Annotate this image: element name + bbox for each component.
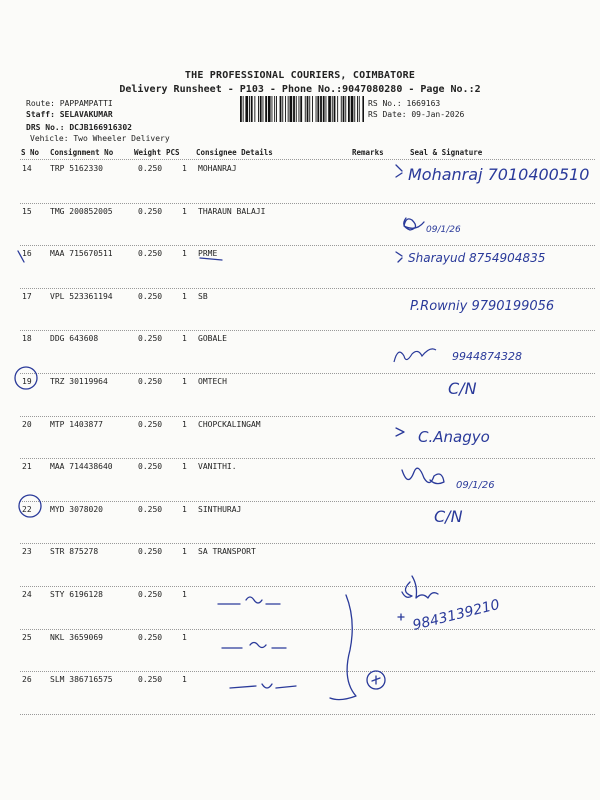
runsheet-subtitle: Delivery Runsheet - P103 - Phone No.:9047080280 - Page No.:2 xyxy=(119,84,481,95)
row-consignment-no: TRP 5162330 xyxy=(50,164,103,173)
row-pcs: 1 xyxy=(182,334,187,344)
table-row xyxy=(0,162,600,202)
table-row xyxy=(0,588,600,628)
handwritten-date-row21: 09/1/26 xyxy=(456,480,495,491)
row-pcs: 1 xyxy=(182,419,187,429)
handwritten-date-row15: 09/1/26 xyxy=(426,225,461,235)
row-consignee: PRME xyxy=(198,249,218,259)
row-weight: 0.250 xyxy=(138,462,163,472)
row-divider xyxy=(20,458,595,459)
row-pcs: 1 xyxy=(182,632,187,642)
row-consignment-no: MTP 1403877 xyxy=(50,419,103,429)
row-weight: 0.250 xyxy=(138,334,163,344)
row-weight: 0.250 xyxy=(138,419,163,429)
row-consignment-no: NKL 3659069 xyxy=(50,632,103,642)
row-sno: 25 xyxy=(22,632,32,642)
handwritten-row24: 9843139210 xyxy=(411,596,502,634)
row-sno: 26 xyxy=(22,675,32,685)
row-divider xyxy=(20,416,595,417)
row-consignee: OMTECH xyxy=(198,377,227,386)
handwritten-row14: Mohanraj 7010400510 xyxy=(408,165,590,184)
table-row xyxy=(0,247,600,287)
rs-date-label: RS Date: 09-Jan-2026 xyxy=(368,110,465,119)
row-weight: 0.250 xyxy=(138,547,163,557)
row-sno: 17 xyxy=(22,291,32,301)
row-consignee: SA TRANSPORT xyxy=(198,547,256,557)
column-header-sno: S No xyxy=(21,148,40,157)
handwritten-row18: 9944874328 xyxy=(452,350,522,363)
row-pcs: 1 xyxy=(182,504,187,514)
barcode xyxy=(240,96,364,122)
row-consignment-no: STR 875278 xyxy=(50,547,99,557)
column-header-seal: Seal & Signature xyxy=(410,148,483,157)
row-consignee: SB xyxy=(198,291,208,301)
row-weight: 0.250 xyxy=(138,590,163,599)
row-pcs: 1 xyxy=(182,249,187,259)
handwritten-row17: P.Rowniy 9790199056 xyxy=(410,299,555,314)
row-consignment-no: TRZ 30119964 xyxy=(50,377,108,386)
handwritten-row16: Sharayud 8754904835 xyxy=(408,251,546,265)
row-pcs: 1 xyxy=(182,377,187,386)
row-consignment-no: SLM 386716575 xyxy=(50,675,113,685)
row-pcs: 1 xyxy=(182,206,187,216)
table-row xyxy=(0,631,600,671)
row-weight: 0.250 xyxy=(138,291,163,301)
vehicle-label: Vehicle: Two Wheeler Delivery xyxy=(30,134,170,143)
row-consignment-no: VPL 523361194 xyxy=(50,291,113,301)
column-header-consignment: Consignment No xyxy=(50,148,114,157)
header-divider xyxy=(20,159,595,160)
row-weight: 0.250 xyxy=(138,249,163,259)
row-consignee: MOHANRAJ xyxy=(198,164,237,173)
row-consignment-no: MAA 714438640 xyxy=(50,462,113,472)
column-header-remarks: Remarks xyxy=(352,148,384,157)
row-divider xyxy=(20,671,595,672)
row-divider xyxy=(20,330,595,331)
row-consignment-no: DDG 643608 xyxy=(50,334,99,344)
row-sno: 23 xyxy=(22,547,32,557)
row-divider xyxy=(20,714,595,715)
table-row xyxy=(0,205,600,245)
row-consignment-no: MAA 715670511 xyxy=(50,249,113,259)
row-consignee: GOBALE xyxy=(198,334,227,344)
row-divider xyxy=(20,203,595,204)
table-row xyxy=(0,375,600,415)
handwritten-row20: C.Anagyo xyxy=(418,428,490,446)
table-row xyxy=(0,418,600,458)
row-pcs: 1 xyxy=(182,590,187,599)
company-title: THE PROFESSIONAL COURIERS, COIMBATORE xyxy=(184,70,416,81)
staff-label: Staff: SELAVAKUMAR xyxy=(26,110,113,119)
row-divider xyxy=(20,373,595,374)
row-consignment-no: TMG 200852005 xyxy=(50,206,113,216)
row-weight: 0.250 xyxy=(138,632,163,642)
row-sno: 20 xyxy=(22,419,32,429)
row-consignee: THARAUN BALAJI xyxy=(198,206,266,216)
table-row xyxy=(0,290,600,330)
handwritten-row22: C/N xyxy=(434,507,463,526)
row-pcs: 1 xyxy=(182,675,187,685)
row-divider xyxy=(20,586,595,587)
handwritten-row19: C/N xyxy=(448,379,477,398)
table-row xyxy=(0,545,600,585)
row-weight: 0.250 xyxy=(138,206,163,216)
drs-label: DRS No.: DCJB166916302 xyxy=(26,123,132,132)
row-sno: 18 xyxy=(22,334,32,344)
row-divider xyxy=(20,543,595,544)
column-header-consignee: Consignee Details xyxy=(196,148,273,157)
row-sno: 19 xyxy=(22,377,32,386)
row-sno: 21 xyxy=(22,462,32,472)
row-sno: 15 xyxy=(22,206,32,216)
row-divider xyxy=(20,501,595,502)
column-header-pcs: PCS xyxy=(166,148,180,157)
row-divider xyxy=(20,245,595,246)
row-weight: 0.250 xyxy=(138,164,163,173)
table-row xyxy=(0,460,600,500)
row-sno: 24 xyxy=(22,590,32,599)
column-header-weight: Weight xyxy=(134,148,162,157)
row-consignee: SINTHURAJ xyxy=(198,504,242,514)
row-sno: 14 xyxy=(22,164,32,173)
row-consignment-no: STY 6196128 xyxy=(50,590,103,599)
row-consignee: VANITHI. xyxy=(198,462,237,472)
table-row xyxy=(0,503,600,543)
row-pcs: 1 xyxy=(182,291,187,301)
row-pcs: 1 xyxy=(182,547,187,557)
row-pcs: 1 xyxy=(182,462,187,472)
row-sno: 22 xyxy=(22,504,32,514)
rs-no-label: RS No.: 1669163 xyxy=(368,99,441,108)
row-weight: 0.250 xyxy=(138,675,163,685)
row-divider xyxy=(20,629,595,630)
row-weight: 0.250 xyxy=(138,504,163,514)
route-label: Route: PAPPAMPATTI xyxy=(26,99,113,108)
table-row xyxy=(0,673,600,713)
row-weight: 0.250 xyxy=(138,377,163,386)
row-divider xyxy=(20,288,595,289)
row-consignment-no: MYD 3078020 xyxy=(50,504,103,514)
table-row xyxy=(0,332,600,372)
row-pcs: 1 xyxy=(182,164,187,173)
row-sno: 16 xyxy=(22,249,32,259)
row-consignee: CHOPCKALINGAM xyxy=(198,419,261,429)
